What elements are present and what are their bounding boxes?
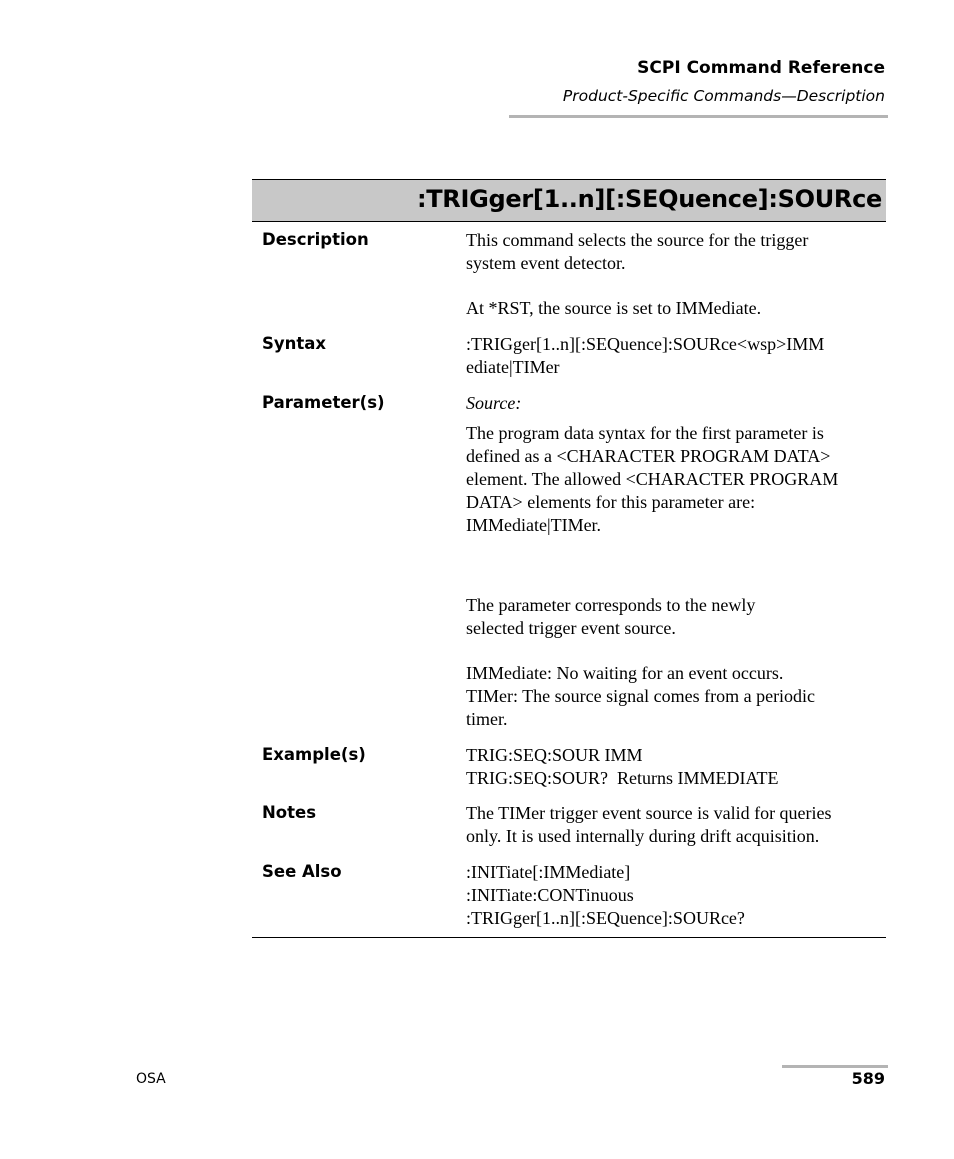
footer-divider [782, 1065, 888, 1068]
see-also-item: :INITiate[:IMMediate] [466, 862, 631, 882]
see-also-list [466, 861, 886, 930]
parameter-correspondence [466, 594, 886, 640]
syntax-text [466, 333, 886, 379]
example-line: TRIG:SEQ:SOUR? Returns IMMEDIATE [466, 768, 779, 788]
parameter-definition-line: defined as a <CHARACTER PROGRAM DATA> [466, 446, 831, 466]
see-also-label: See Also [262, 862, 342, 881]
example-line: TRIG:SEQ:SOUR IMM [466, 745, 643, 765]
header-divider [509, 115, 888, 118]
see-also-item: :TRIGger[1..n][:SEQuence]:SOURce? [466, 908, 745, 928]
notes-line: only. It is used internally during drift acquisition. [466, 826, 820, 846]
table-bottom-rule [252, 937, 886, 938]
see-also-item: :INITiate:CONTinuous [466, 885, 634, 905]
syntax-line: :TRIGger[1..n][:SEQuence]:SOURce<wsp>IMM [466, 334, 825, 354]
parameter-option-line: TIMer: The source signal comes from a periodic [466, 686, 816, 706]
parameter-definition-line: DATA> elements for this parameter are: [466, 492, 756, 512]
rst-text: At *RST, the source is set to IMMediate. [466, 298, 762, 318]
parameter-options [466, 662, 886, 731]
syntax-label: Syntax [262, 334, 327, 353]
parameter-definition-line: element. The allowed <CHARACTER PROGRAM [466, 469, 839, 489]
description-line: system event detector. [466, 253, 626, 273]
description-line: This command selects the source for the trigger [466, 230, 809, 250]
page-number: 589 [851, 1069, 885, 1088]
examples-label: Example(s) [262, 745, 366, 764]
parameter-option-line: IMMediate: No waiting for an event occurs. [466, 663, 784, 683]
parameter-definition [466, 422, 886, 537]
notes-text [466, 802, 886, 848]
description-text [466, 229, 886, 275]
parameter-option-line: timer. [466, 709, 508, 729]
parameter-correspondence-line: The parameter corresponds to the newly [466, 595, 756, 615]
command-title-bar [252, 179, 886, 222]
description-label: Description [262, 230, 369, 249]
footer-product: OSA [136, 1071, 166, 1087]
notes-line: The TIMer trigger event source is valid for queries [466, 803, 832, 823]
parameters-label: Parameter(s) [262, 393, 385, 412]
command-title: :TRIGger[1..n][:SEQuence]:SOURce [416, 185, 882, 213]
parameter-name: Source: [466, 393, 522, 413]
parameter-definition-line: The program data syntax for the first parameter is [466, 423, 824, 443]
examples-text [466, 744, 886, 790]
syntax-line: ediate|TIMer [466, 357, 560, 377]
parameter-definition-line: IMMediate|TIMer. [466, 515, 602, 535]
running-header-title: SCPI Command Reference [637, 58, 885, 78]
running-header-subtitle: Product-Specific Commands—Description [562, 87, 885, 105]
parameter-correspondence-line: selected trigger event source. [466, 618, 676, 638]
notes-label: Notes [262, 803, 317, 822]
